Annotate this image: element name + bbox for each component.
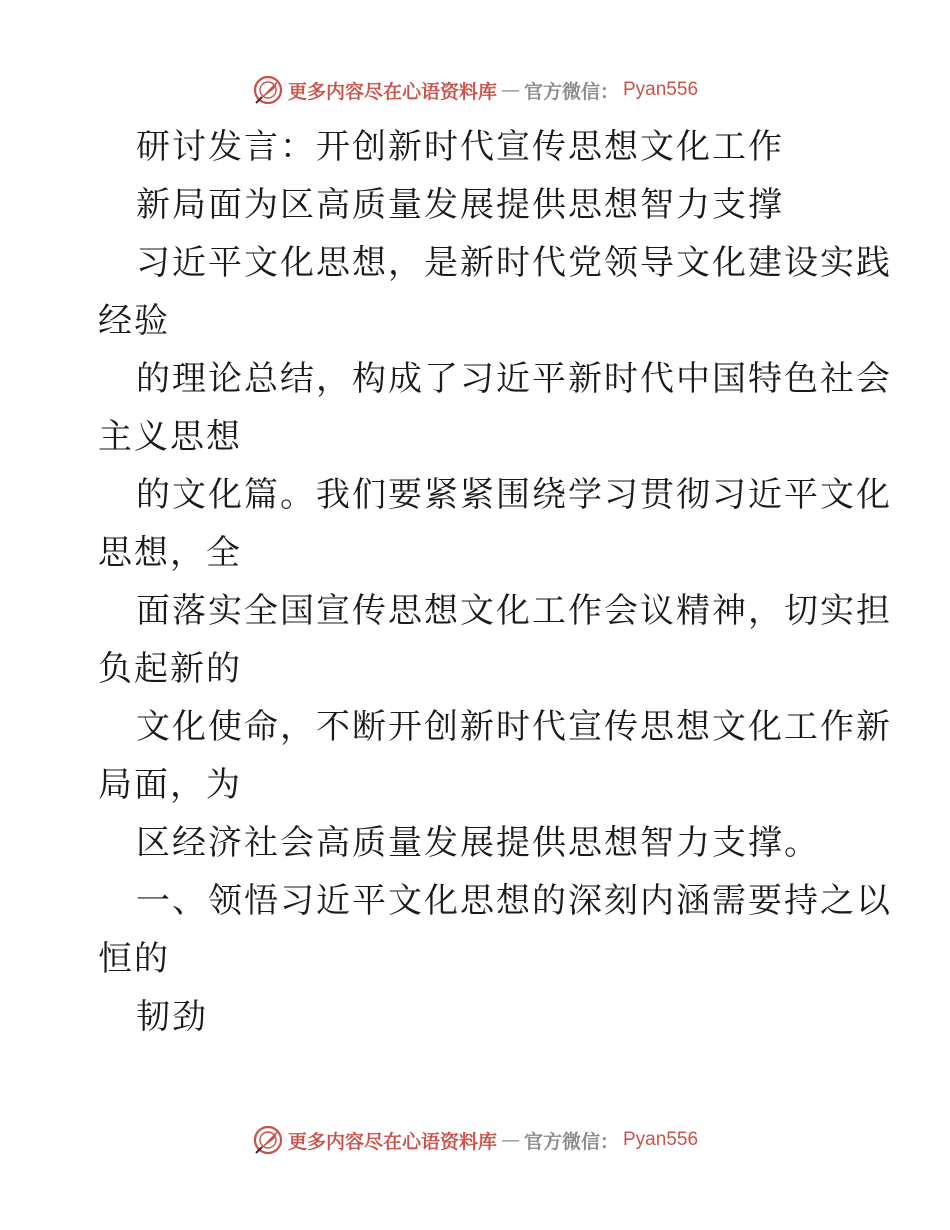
- section-heading-line: 韧劲: [136, 997, 208, 1037]
- watermark-separator: —: [500, 79, 520, 101]
- paragraph-line: 经验: [98, 301, 170, 341]
- paragraph-line: 的文化篇。我们要紧紧围绕学习贯彻习近平文化: [136, 475, 892, 515]
- paragraph-line: 局面，为: [98, 765, 242, 805]
- header-watermark: [0, 70, 950, 110]
- watermark-wechat-label: 官方微信：: [523, 80, 619, 103]
- paragraph-line: 文化使命，不断开创新时代宣传思想文化工作新: [136, 707, 892, 747]
- watermark-wechat-id: Pyan556: [623, 1129, 699, 1150]
- quill-pen-icon: [252, 74, 284, 106]
- watermark-brand-text: 更多内容尽在心语资料库: [287, 1130, 497, 1153]
- document-body: [98, 118, 892, 1046]
- paragraph-line: 思想，全: [98, 533, 242, 573]
- quill-pen-icon: [252, 1124, 284, 1156]
- paragraph-line: 区经济社会高质量发展提供思想智力支撑。: [136, 823, 820, 863]
- paragraph-line: 主义思想: [98, 417, 242, 457]
- section-heading-line: 恒的: [98, 939, 170, 979]
- paragraph-line: 的理论总结，构成了习近平新时代中国特色社会: [136, 359, 892, 399]
- title-line-1: 研讨发言：开创新时代宣传思想文化工作: [136, 127, 784, 167]
- paragraph-line: 负起新的: [98, 649, 242, 689]
- watermark-wechat-id: Pyan556: [623, 79, 699, 100]
- paragraph-line: 习近平文化思想，是新时代党领导文化建设实践: [136, 243, 892, 283]
- title-line-2: 新局面为区高质量发展提供思想智力支撑: [136, 185, 784, 225]
- watermark-separator: —: [500, 1129, 520, 1151]
- section-heading-line: 一、领悟习近平文化思想的深刻内涵需要持之以: [136, 881, 892, 921]
- watermark-brand-text: 更多内容尽在心语资料库: [287, 80, 497, 103]
- watermark-wechat-label: 官方微信：: [523, 1130, 619, 1153]
- footer-watermark: [0, 1120, 950, 1160]
- paragraph-line: 面落实全国宣传思想文化工作会议精神，切实担: [136, 591, 892, 631]
